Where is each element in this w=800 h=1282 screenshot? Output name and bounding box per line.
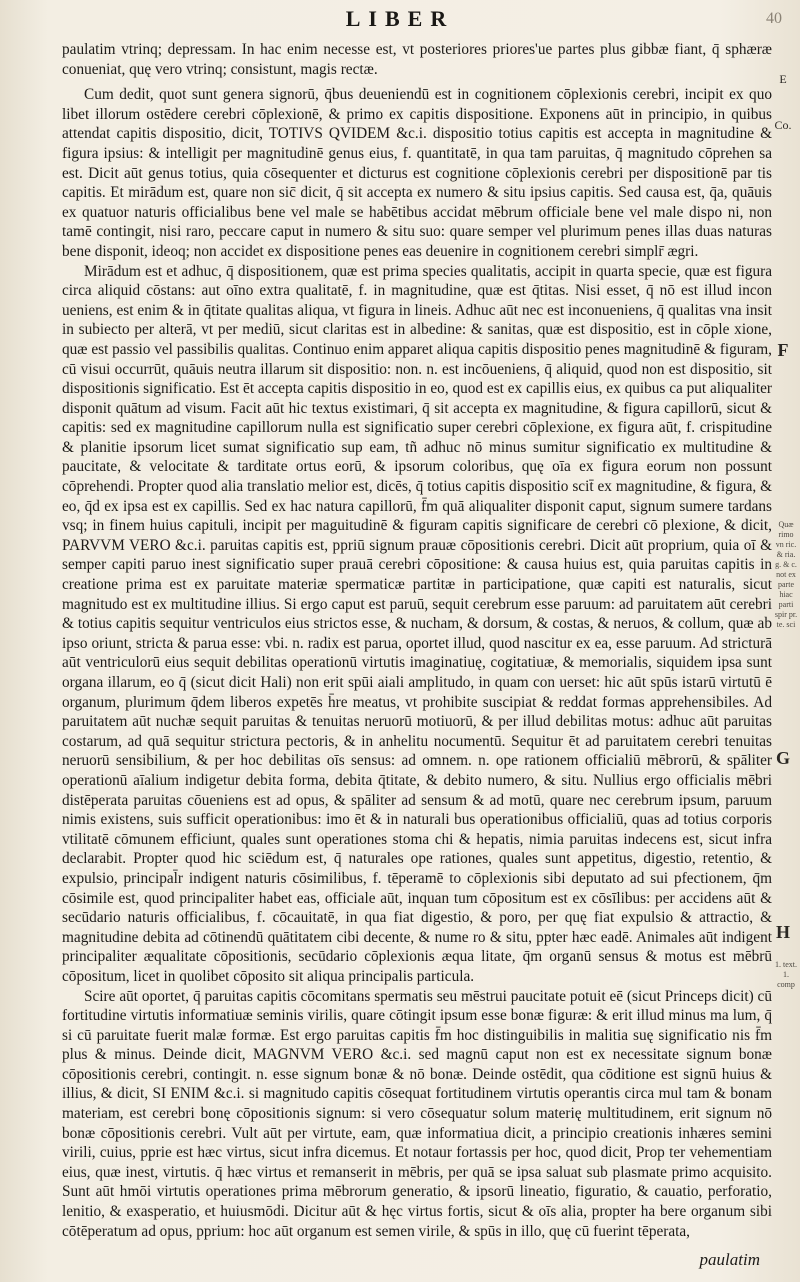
margin-gloss: Quæ rimo vn ric. & ria. g. & c. not ex parte hiac parti spir pr. te. sci — [774, 520, 798, 629]
paragraph-continuation: paulatim vtrinq; depressam. In hac enim necesse est, vt posteriores priores'ue partes plus gibbæ fiant, q̄ sphæræ conueniat, quę vero vtrinq; consistunt, magis rectæ. — [62, 41, 772, 78]
margin-letter-h: H — [775, 922, 790, 942]
margin-note-co: Co. — [774, 118, 792, 132]
margin-letter-g: G — [775, 748, 790, 768]
main-text-block — [62, 40, 772, 1241]
paragraph-disposition: Mirādum est et adhuc, q̄ dispositionem, quæ est prima species qualitatis, accipit in quarta specie, quæ est figura circa aliquid cōstans: aut oīno extra qualitatē, f. in magnitudine, quæ est q̄titas. Nisi esset, q̄ nō est illud incon ueniens, est enim & in q̄titate qualitas aliqua, vt figura in lineis. Adhuc aūt nec est inconueniens, q̄ qualitas vna insit in subiecto per alterā, vt per mediū, sicut claritas est in albedine: & sanitas, quæ est dispositio, est in cōple xione, quæ est passio vel passibilis qualitas. Continuo enim apparet aliqua capitis dispositio penes magnitudinē & figuram, cū visui occurrūt, quāuis neutra illarum sit dispositio: non. n. est incōueniens, q̄ aliquid, quod non est dispositio, sit dispositionis significatio. Est ēt accepta capitis dispositio in eo, quod est ex capillis eius, ex quibus ca put aliqualiter disponit quātum ad visum. Facit aūt hic textus existimari, q̄ sit accepta ex magnitudine, & figura capillorū, sicut & capitis: sed ex magnitudine capillorum nulla est significatio super cerebri cōplexione, ex figura aūt, f. crispitudine & planitie ipsorum licet sumat significatio sup eam, tñ adhuc nō minus sumitur significatio ex multitudine & paucitate, & velocitate & tarditate ortus eorū, & ipsorum coloribus, quę oīa ex figura eorum non possunt cōprehendi. Propter quod alia translatio melior est, dicēs, q̄ totius capitis dispositio scit̄ ex magnitudine, & figura, & eo, q̄d ex ipsa est ex capillis. Sed ex hac natura capillorū, f̄m quā aliqualiter disponit caput, signum sumere tardans vsq; in finem huius capituli, incipit per maguitudinē & figuram capitis significare de cerebri cō plexione, & dicit, PARVVM VERO &c.i. paruitas capitis est, ppriū signum prauæ cōpositionis cerebri. Dicit aūt proprium, quia oī & semper capiti paruo inest significatio super prauā cerebri cōpositione: & causa huius est, quia paruitas capitis in creatione prima est ex paruitate materiæ spermaticæ partitæ in participatione, quæ capiti est naturalis, sicut magnitudo est ex multitudine illius. Si ergo caput est paruū, sequit cerebrum esse paruum: ad paruitatem aūt cerebri & totius capitis sequitur ventriculos eius strictos esse, & nucham, & dorsum, & costas, & neruos, & collum, quæ ab ipso oriunt, stricta & parua esse: vbi. n. radix est parua, oportet illud, quod nascitur ex ea, esse paruum. Ad stricturā aūt ventriculorū eius sequit debilitas operationū virtutis imaginatiuę, cogitatiuæ, & memorialis, siquidem ipsa sunt organa illarum, eo q̄ (sicut dicit Hali) non erit spūi aiali amplitudo, in quam con uerset: hic aūt spūs istarū virtutū ē organum, plurimum q̄dem liberos expetēs h̄re meatus, vt prohibite suscipiat & reddat formas apprehensibiles. Ad paruitatem aūt nuchæ sequit paruitas & tenuitas neruorū motiuorū, & per illud debilitas motus: adhuc aūt paruitas costarum, ad quā sequitur strictura pectoris, & in anhelitu nocumentū. Sequitur ēt ad paruitatem cerebri tenuitas neruorū sensibilium, & per hoc debilitas oīs sensus: ad omnem. n. ope rationem officialiū mēbrorū, & spāliter operationū aīalium indigetur debita forma, debita q̄titate, & debito numero, & situ. Nullius ergo officialis mēbri distēperata paruitas cōueniens est ad opus, & spāliter ad sensum & ad motū, quare nec cerebrum ipsum, paruum nimis existens, suis sufficit operationibus: imo ēt & in naturali bus operationibus officialiū, quas ad totius corporis vtilitatē cōmunem efficiunt, quales sunt operationes stoma chi & hepatis, nimia paruitas indecens est, sicut infra declarabit. Propter quod hic sciēdum est, q̄ naturales ope rationes, quales sunt appetitus, digestio, retentio, & expulsio, principal̄r indigent naturis cōsimilibus, f. tēperamē to cōplexionis sibi deputato ad sui pfectionem, q̄m cōsimile est, quod principaliter habet eas, officiale aūt, inquan tum cōpositum est ex cōsīlibus: per accidens aūt & secūdario naturis officialibus, f. cōcauitatē, in qua fiat digestio, & poro, per quę fiat expulsio & attractio, & magnitudine debita ad cōtinendū quātitatem cibi decente, & nume ro & situ, ppter hæc eadē. Animales aūt indigent principaliter æqualitate cōpositionis, secūdario cōplexionis æqua litate, q̄m organū sensus & motus est mēbrū cōpositum, licet in quolibet cōposito sit aliqua principalis particula. — [62, 262, 772, 985]
margin-letter-f: F — [777, 340, 789, 360]
running-title: LIBER — [345, 6, 455, 31]
paragraph-complexion-signs: Cum dedit, quot sunt genera signorū, q̄bus deueniendū est in cognitionem cōplexionis cerebri, incipit ex quo libet illorum ostēdere cerebri cōplexionē, & primo ex capitis dispositione. Exponens aūt in principio, in quibus attendat capitis dispositio, dicit, TOTIVS QVIDEM &c.i. dispositio totius capitis est accepta in magnitudine & figura ipsius: & intelligit per magnitudinē genus eius, f. quantitatē, in qua tam paruitas, q̄ magnitudo cōprehen sa est. Dicit aūt genus totius, quia cōsequenter et dicturus est cognitione cōplexionis cerebri per dispositionē par tis capitis. Et mirādum est, quare non sic̄ dicit, q̄ sit accepta ex numero & situ ipsius capitis. Sed causa est, q̄a, quāuis ex quatuor naturis officialibus bene vel male se habētibus accidat mēbrum officiale bene vel male dispo ni, non tamē contingit, nisi raro, peccare caput in numero & situ suo: quare semper vel plurimum penes illas duas naturas bene disponit, ideoq; non accidet ex dispositione penes eas deuenire in cognitionem cerebri simplr̄ ægri. — [62, 86, 772, 260]
margin-note-text: 1. text. 1. comp — [775, 960, 797, 989]
catchword: paulatim — [699, 1250, 760, 1269]
margin-letter-e: E — [779, 72, 787, 86]
paragraph-magnitude: Scire aūt oportet, q̄ paruitas capitis cōcomitans spermatis seu mēstrui paucitate potuit eē (sicut Princeps dicit) cū fortitudine virtutis informatiuæ seminis virilis, quare cōtingit ipsum esse bonæ figuræ: & erit illud minus ma lum, q̄ si cū paruitate fuerit malæ formæ. Est ergo paruitas capitis f̄m hoc distinguibilis in malitia suę significatio nis f̄m plus & minus. Deinde dicit, MAGNVM VERO &c.i. sed magnū caput non est ex necessitate signum bonæ cōpositionis cerebri, contingit. n. esse signum bonæ & nō bonæ. Deinde ostēdit, qua cōditione est signū huius & illius, & dicit, SI ENIM &c.i. si magnitudo capitis cōsequat fortitudinem virtutis operantis circa mul tam & bonam materiam, est cerebri bonę cōpositionis signum: si vero cōsequatur solum materię multitudinem, erit signum nō bonæ cōpositionis cerebri. Vult aūt per virtute, eam, quæ informatiua dicit, a principio creationis inhæres semini virili, cuius, pprie est hæc virtus, sicut infra dicemus. Et notaur fortassis per hoc, quod dicit, Prop ter vehementiam eius, quæ inest, virtutis. q̄ hæc virtus et remanserit in mēbris, per quā se ipsa saluat sub plasmate primo acquisito. Sunt aūt hmōi virtutis operationes prima mēbrorum generatio, & ipsorū lineatio, figuratio, & cauatio, perforatio, lenitio, & exasperatio, et huiusmōdi. Dicitur aūt & hęc virtus fortis, sicut & oīs alia, propter ha bere organum sibi cōtēperatum ad opus, pprium: hoc aūt organum est semen virile, & spūs in illo, quę cū fuerint tēperata, — [62, 987, 772, 1240]
folio-number: 40 — [766, 10, 782, 27]
